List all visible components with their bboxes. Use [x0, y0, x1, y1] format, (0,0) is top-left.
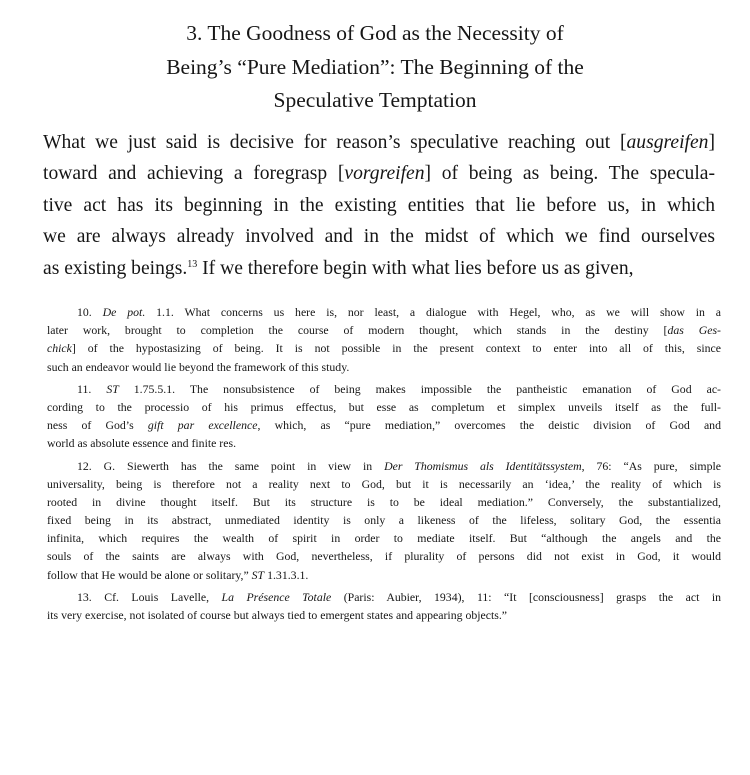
text-run: ] of the hypostasizing of being. It is not possible in the present context to enter into all of this, since [71, 341, 721, 356]
footnote-11 [47, 380, 721, 453]
footnote-marker: 13 [187, 258, 198, 270]
footnote-line: souls of the saints are always with God, nevertheless, if plurality of persons did not exist in God, it would [47, 549, 721, 564]
footnote-line: infinita, which requires the wealth of spirit in order to mediate itself. But “although the angels and the [47, 531, 721, 546]
text-run: 1.1. What concerns us here is, nor least, a dialogue with Hegel, who, as we will show in a [145, 305, 722, 319]
footnote-line [47, 416, 721, 434]
footnote-line: rooted in divine thought itself. But its structure is to be ideal mediation.” Conversely, the substantialized, [47, 494, 721, 509]
text-run: 1.31.3.1. [264, 567, 309, 582]
text-run: toward and achieving a foregrasp [ [43, 163, 345, 185]
heading-line: 3. The Goodness of God as the Necessity of [186, 21, 564, 45]
footnote-10 [47, 303, 721, 376]
heading-line: Speculative Temptation [273, 88, 477, 112]
italic-term: gift par excellence [147, 418, 258, 433]
footnotes [47, 303, 721, 628]
text-run: ness of God’s [47, 418, 148, 433]
italic-term: De pot. [102, 305, 146, 319]
italic-term: vorgreifen [344, 163, 425, 185]
footnote-line: fixed being in its abstract, unmediated identity is only a likeness of the lifeless, solitary God, the essentia [47, 513, 721, 528]
text-run: 10. [77, 305, 103, 319]
body-line: tive act has its beginning in the existing entities that lie before us, in which [43, 194, 715, 216]
text-run: (Paris: Aubier, 1934), 11: “It [consciousness] grasps the act in [331, 589, 721, 604]
italic-term: ausgreifen [626, 132, 709, 153]
text-run: , 76: “As pure, simple [581, 458, 721, 473]
body-line [43, 253, 715, 284]
text-run: ] [708, 132, 715, 153]
footnote-line [47, 380, 721, 398]
italic-term: chick [47, 341, 72, 356]
text-run: as existing beings. [43, 257, 188, 279]
footnote-line: universality, being is therefore not a reality next to God, but it is necessarily an ‘idea,’ the reality of which is [47, 476, 721, 491]
body-line: we are always already involved and in the midst of which we find ourselves [43, 226, 715, 248]
footnote-12 [47, 457, 721, 584]
footnote-line: such an endeavor would lie beyond the framework of this study. [47, 359, 350, 374]
text-run: 12. G. Siewerth has the same point in view in [77, 458, 385, 473]
body-paragraph [43, 127, 715, 284]
text-run: If we therefore begin with what lies before us as given, [197, 257, 634, 279]
text-run: ] of being as being. The specula- [424, 163, 716, 185]
italic-term: das Ges- [667, 323, 721, 338]
footnote-line: cording to the processio of his primus effectus, but esse as completum et simplex unveils itself as the full- [47, 399, 721, 414]
text-run: follow that He would be alone or solitary,” [47, 567, 252, 582]
italic-term: ST [106, 381, 119, 396]
footnote-line [47, 303, 721, 321]
italic-term: Der Thomismus als Identitätssystem [384, 458, 582, 473]
body-line [43, 158, 715, 189]
text-run: 13. Cf. Louis Lavelle, [77, 589, 222, 604]
footnote-line: world as absolute essence and finite res. [47, 436, 237, 451]
italic-term: La Présence Totale [221, 589, 332, 604]
footnote-line [47, 457, 721, 475]
section-heading [40, 17, 710, 118]
text-run: 11. [77, 381, 107, 396]
body-line [43, 127, 715, 158]
italic-term: ST [251, 567, 265, 582]
footnote-line [47, 321, 721, 339]
text-run: later work, brought to completion the course of modern thought, which stands in the destiny [ [47, 323, 668, 338]
text-run: , which, as “pure mediation,” overcomes the deistic division of God and [257, 418, 721, 433]
footnote-line [47, 566, 721, 584]
footnote-line [47, 588, 721, 606]
footnote-line: its very exercise, not isolated of course but always tied to emergent states and appearing objects.” [47, 608, 508, 622]
footnote-line [47, 339, 721, 357]
text-run: What we just said is decisive for reason’s speculative reaching out [ [43, 132, 627, 153]
heading-line: Being’s “Pure Mediation”: The Beginning of the [166, 54, 584, 79]
footnote-13 [47, 588, 721, 624]
text-run: 1.75.5.1. The nonsubsistence of being makes impossible the pantheistic emanation of God ac- [118, 381, 721, 396]
